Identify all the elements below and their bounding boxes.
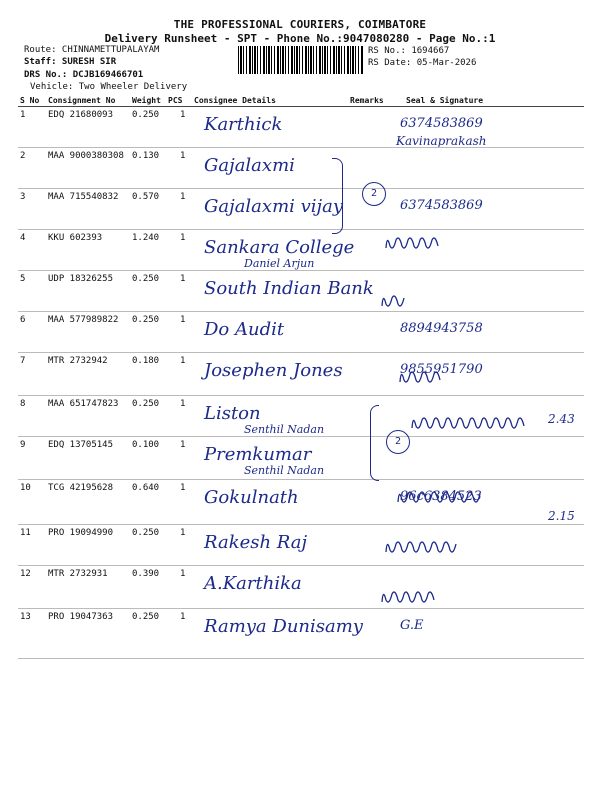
row-consignment-no: MAA 9000380308 (48, 151, 124, 161)
signature-scribble (398, 364, 448, 390)
row-divider (18, 270, 584, 271)
route-label: Route: CHINNAMETTUPALAYAM (24, 45, 160, 55)
drs-label: DRS No.: DCJB169466701 (24, 70, 144, 80)
row-sno: 4 (20, 233, 26, 243)
row-consignment-no: MAA 715540832 (48, 192, 119, 202)
row-pcs: 1 (180, 356, 186, 366)
row-consignment-no: KKU 602393 (48, 233, 103, 243)
col-remarks: Remarks (350, 96, 384, 105)
row-consignee-handwriting: A.Karthika (204, 573, 302, 594)
row-divider (18, 436, 584, 437)
row-divider (18, 565, 584, 566)
row-consignee-note: Daniel Arjun (244, 257, 315, 270)
row-weight: 0.100 (132, 440, 160, 450)
row-consignee-note: Senthil Nadan (244, 423, 325, 436)
row-divider (18, 479, 584, 480)
row-consignment-no: UDP 18326255 (48, 274, 114, 284)
row-signature-note: 2.15 (548, 509, 575, 523)
row-consignee-handwriting: Liston (204, 403, 261, 424)
row-signature-note: Kavinaprakash (396, 134, 487, 148)
row-sno: 2 (20, 151, 26, 161)
row-weight: 0.130 (132, 151, 160, 161)
row-pcs: 1 (180, 315, 186, 325)
row-weight: 0.640 (132, 483, 160, 493)
row-sno: 5 (20, 274, 26, 284)
row-consignee-handwriting: Karthick (204, 114, 283, 135)
row-consignee-handwriting: Gajalaxmi vijay (204, 196, 344, 217)
document-subtitle: Delivery Runsheet - SPT - Phone No.:9047080280 - Page No.:1 (104, 32, 496, 45)
signature-scribble (384, 230, 444, 256)
row-pcs: 1 (180, 440, 186, 450)
circle-mark-b: 2 (386, 430, 410, 454)
row-consignment-no: MTR 2732931 (48, 569, 108, 579)
row-weight: 0.250 (132, 315, 160, 325)
row-pcs: 1 (180, 399, 186, 409)
row-consignment-no: PRO 19047363 (48, 612, 114, 622)
row-divider (18, 311, 584, 312)
row-weight: 0.570 (132, 192, 160, 202)
rs-date: RS Date: 05-Mar-2026 (368, 58, 477, 68)
row-divider (18, 395, 584, 396)
row-divider (18, 147, 584, 148)
row-weight: 0.250 (132, 399, 160, 409)
row-consignment-no: PRO 19094990 (48, 528, 114, 538)
row-sno: 13 (20, 612, 31, 622)
row-pcs: 1 (180, 233, 186, 243)
row-consignment-no: MTR 2732942 (48, 356, 108, 366)
row-divider (18, 352, 584, 353)
row-pcs: 1 (180, 569, 186, 579)
document-title: THE PROFESSIONAL COURIERS, COIMBATORE (173, 18, 427, 31)
row-consignee-note: Senthil Nadan (244, 464, 325, 477)
row-divider (18, 229, 584, 230)
row-sno: 10 (20, 483, 31, 493)
header-divider (18, 106, 584, 107)
row-weight: 0.250 (132, 110, 160, 120)
row-sno: 1 (20, 110, 26, 120)
row-sno: 7 (20, 356, 26, 366)
row-weight: 0.390 (132, 569, 160, 579)
row-divider (18, 608, 584, 609)
row-pcs: 1 (180, 110, 186, 120)
row-divider (18, 658, 584, 659)
col-pcs: PCS (168, 96, 183, 105)
row-pcs: 1 (180, 483, 186, 493)
row-signature: G.E (400, 618, 424, 633)
row-weight: 0.250 (132, 612, 160, 622)
signature-scribble (380, 584, 440, 610)
barcode (238, 46, 364, 74)
signature-scribble (396, 484, 486, 510)
row-consignee-handwriting: Gokulnath (204, 487, 299, 508)
row-signature: 6374583869 (400, 198, 483, 213)
row-weight: 0.250 (132, 528, 160, 538)
row-divider (18, 188, 584, 189)
row-pcs: 1 (180, 612, 186, 622)
col-consignment: Consignment No (48, 96, 116, 105)
row-divider (18, 524, 584, 525)
row-consignee-handwriting: Gajalaxmi (204, 155, 295, 176)
row-consignment-no: MAA 577989822 (48, 315, 119, 325)
row-consignment-no: TCG 42195628 (48, 483, 114, 493)
row-pcs: 1 (180, 192, 186, 202)
row-consignee-handwriting: Premkumar (204, 444, 312, 465)
row-consignee-handwriting: South Indian Bank (204, 278, 374, 299)
staff-label: Staff: SURESH SIR (24, 57, 117, 67)
row-sno: 9 (20, 440, 26, 450)
col-sno: S No (20, 96, 40, 105)
row-signature: 8894943758 (400, 321, 483, 336)
row-weight: 0.250 (132, 274, 160, 284)
row-consignment-no: EDQ 21680093 (48, 110, 114, 120)
row-consignee-handwriting: Rakesh Raj (204, 532, 308, 553)
row-weight: 1.240 (132, 233, 160, 243)
row-pcs: 1 (180, 274, 186, 284)
row-sno: 6 (20, 315, 26, 325)
row-consignee-handwriting: Sankara College (204, 237, 355, 258)
row-sno: 3 (20, 192, 26, 202)
row-weight: 0.180 (132, 356, 160, 366)
circle-mark-a: 2 (362, 182, 386, 206)
vehicle-label: Vehicle: Two Wheeler Delivery (30, 82, 188, 92)
col-seal: Seal & Signature (406, 96, 484, 105)
row-signature: 6374583869 (400, 116, 483, 131)
signature-scribble (410, 410, 530, 436)
col-consignee: Consignee Details (194, 96, 276, 105)
row-sno: 8 (20, 399, 26, 409)
bracket-rows-8-9 (370, 405, 379, 481)
col-weight: Weight (132, 96, 161, 105)
row-consignee-handwriting: Josephen Jones (204, 360, 343, 381)
rs-number: RS No.: 1694667 (368, 46, 450, 56)
row-consignment-no: MAA 651747823 (48, 399, 119, 409)
signature-scribble (380, 288, 410, 314)
row-consignment-no: EDQ 13705145 (48, 440, 114, 450)
row-consignee-handwriting: Do Audit (204, 319, 285, 340)
row-consignee-handwriting: Ramya Dunisamy (204, 616, 363, 637)
row-signature: 96c6384523 (400, 489, 482, 504)
row-sno: 11 (20, 528, 31, 538)
row-sno: 12 (20, 569, 31, 579)
time-note: 2.43 (548, 412, 575, 426)
row-pcs: 1 (180, 151, 186, 161)
row-signature: 9855951790 (400, 362, 483, 377)
bracket-rows-2-3 (332, 158, 343, 234)
row-pcs: 1 (180, 528, 186, 538)
signature-scribble (384, 534, 464, 560)
